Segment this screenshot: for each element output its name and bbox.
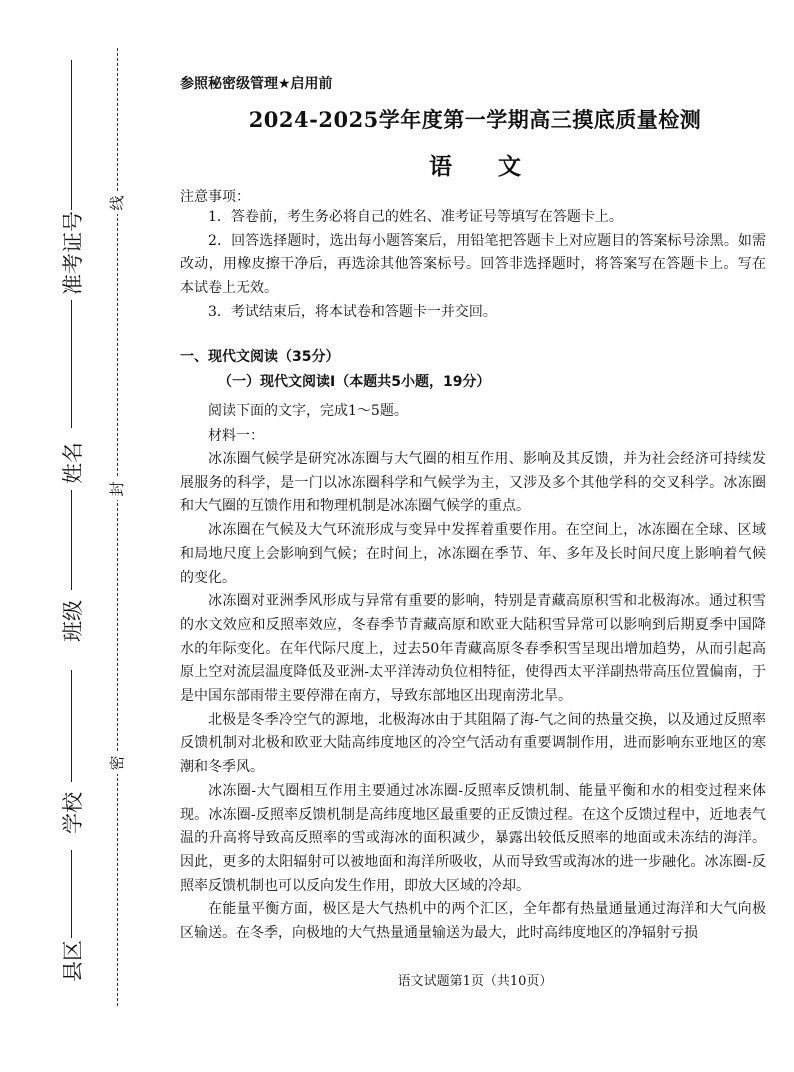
paragraph: 冰冻圈气候学是研究冰冻圈与大气圈的相互作用、影响及其反馈，并为社会经济可持续发展服务的科学，是一门以冰冻圈科学和气候学为主，又涉及多个其他学科的交叉科学。冰冻圈和大气圈的互馈作用和物理机制是冰冻圈气候学的重点。	[180, 451, 766, 515]
exam-title: 2024-2025学年度第一学期高三摸底质量检测	[248, 107, 702, 132]
paragraph: 冰冻圈-大气圈相互作用主要通过冰冻圈-反照率反馈机制、能量平衡和水的相变过程来体现。冰冻圈-反照率反馈机制是高纬度地区最重要的正反馈过程。在这个反馈过程中，近地表气温的升高将导致高反照率的雪或海冰的面积减少，暴露出较低反照率的地面或未冻结的海洋。因此，更多的太阳辐射可以被地面和海洋所吸收，从而导致雪或海冰的进一步融化。冰冻圈-反照率反馈机制也可以反向发生作用，即放大区域的冷却。	[180, 782, 766, 894]
seal-char-xian: 线	[106, 192, 128, 214]
subsection-heading: （一）现代文阅读Ⅰ（本题共5小题，19分）	[218, 374, 491, 390]
material-text	[180, 448, 766, 946]
name-write-line	[71, 300, 72, 428]
paragraph: 冰冻圈在气候及大气环流形成与变异中发挥着重要作用。在空间上，冰冻圈在全球、区域和局地尺度上会影响到气候；在时间上，冰冻圈在季节、年、多年及长时间尺度上影响着气候的变化。	[180, 522, 766, 586]
notice-item-2: 2．回答选择题时，选出每小题答案后，用铅笔把答题卡上对应题目的答案标号涂黑。如需改动，用橡皮擦干净后，再选涂其他答案标号。回答非选择题时，将答案写在答题卡上。写在本试卷上无效。	[180, 232, 766, 297]
material-label: 材料一：	[208, 428, 264, 444]
class-field	[52, 490, 92, 670]
paragraph: 冰冻圈对亚洲季风形成与异常有重要的影响，特别是青藏高原积雪和北极海冰。通过积雪的水文效应和反照率效应，冬春季节青藏高原和欧亚大陆积雪异常可以影响到后期夏季中国降水的年际变化。在年代际尺度上，过去50年青藏高原冬春季积雪呈现出增加趋势，从而引起高原上空对流层温度降低及亚洲-太平洋涛动负位相特征，使得西太平洋副热带高压位置偏南，于是中国东部雨带主要停滞在南方，导致东部地区出现南涝北旱。	[180, 593, 766, 705]
secret-mark: 参照秘密级管理★启用前	[180, 76, 333, 92]
name-label: 姓名	[61, 442, 85, 484]
school-write-line	[71, 670, 72, 782]
seal-char-mi: 密	[106, 752, 128, 774]
district-label: 县区	[61, 940, 85, 982]
seal-char-feng: 封	[106, 478, 128, 500]
name-field	[52, 300, 92, 500]
exam-number-write-line	[71, 60, 72, 210]
paragraph: 北极是冬季冷空气的源地，北极海冰由于其阻隔了海-气之间的热量交换，以及通过反照率反馈机制对北极和欧亚大陆高纬度地区的冷空气活动有重要调制作用，进而影响东亚地区的寒潮和冬季风。	[180, 711, 766, 776]
notice-item-1: 1．答卷前，考生务必将自己的姓名、准考证号等填写在答题卡上。	[208, 209, 623, 225]
notice-item-3: 3．考试结束后，将本试卷和答题卡一并交回。	[208, 303, 497, 320]
school-label: 学校	[61, 792, 85, 834]
class-label: 班级	[61, 600, 85, 642]
subject-title: 语文	[429, 153, 567, 180]
notice-list	[180, 206, 766, 325]
exam-number-label: 准考证号	[61, 211, 85, 295]
page-footer: 语文试题第1页（共10页）	[397, 974, 553, 989]
reading-instruction: 阅读下面的文字，完成1～5题。	[208, 403, 408, 419]
exam-number-field	[52, 40, 92, 295]
district-field	[52, 850, 92, 1000]
class-write-line	[71, 490, 72, 590]
notice-heading: 注意事项：	[180, 189, 250, 205]
section-heading: 一、现代文阅读（35分）	[180, 349, 340, 365]
school-field	[52, 670, 92, 850]
paragraph: 在能量平衡方面，极区是大气热机中的两个汇区，全年都有热量通量通过海洋和大气向极区输送。在冬季，向极地的大气热量通量输送为最大，此时高纬度地区的净辐射亏损	[180, 901, 766, 942]
